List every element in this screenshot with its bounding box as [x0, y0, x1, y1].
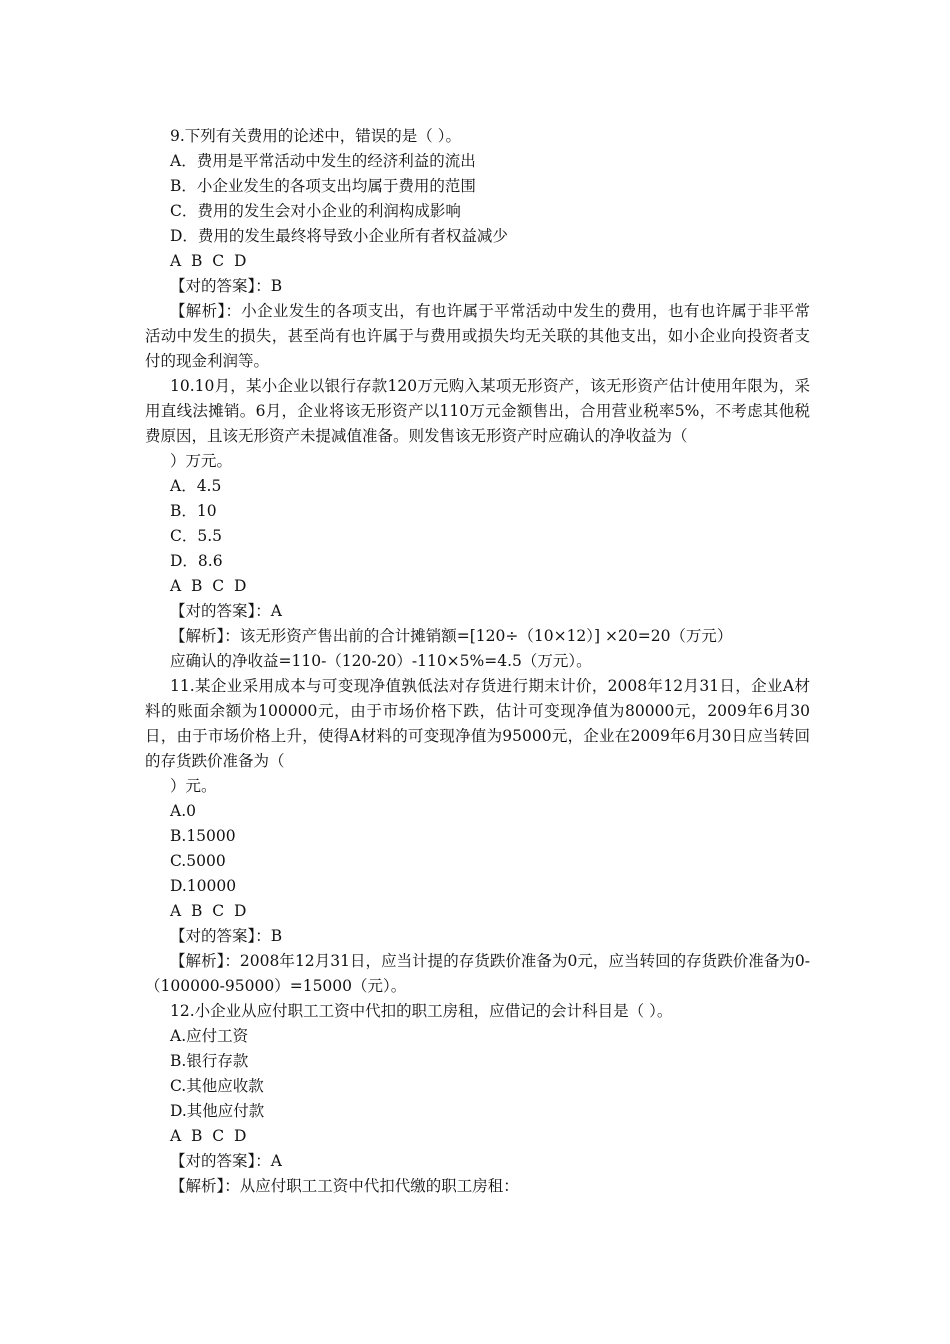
q11-stem: 11.某企业采用成本与可变现净值孰低法对存货进行期末计价，2008年12月31日，企业A材料的账面余额为100000元，由于市场价格下跌，估计可变现净值为80000元，2009年6月30日，由于市场价格上升，使得A材料的可变现净值为95000元，企业在2009年6月30日应当转回的存货跌价准备为（ — [145, 677, 810, 770]
q11-choices: A B C D — [170, 902, 247, 920]
q12-stem: 12.小企业从应付职工工资中代扣的职工房租，应借记的会计科目是（ ）。 — [170, 1002, 673, 1020]
q12-option-d: D.其他应付款 — [170, 1102, 265, 1120]
document-content — [145, 124, 810, 1199]
q9-answer: 【对的答案】：B — [170, 277, 283, 295]
q11-option-d: D.10000 — [170, 877, 237, 895]
q11-stem-end: ）元。 — [170, 777, 217, 795]
q11-analysis: 【解析】：2008年12月31日，应当计提的存货跌价准备为0元，应当转回的存货跌价准备为0-（100000-95000）=15000（元）。 — [145, 952, 810, 995]
q10-answer: 【对的答案】：A — [170, 602, 282, 620]
q9-stem: 9.下列有关费用的论述中，错误的是（ ）。 — [170, 127, 461, 145]
q9-choices: A B C D — [170, 252, 247, 270]
q12-option-a: A.应付工资 — [170, 1027, 249, 1045]
q10-stem: 10.10月，某小企业以银行存款120万元购入某项无形资产，该无形资产估计使用年限为，采用直线法摊销。6月，企业将该无形资产以110万元金额售出，合用营业税率5%，不考虑其他税费原因，且该无形资产未提减值准备。则发售该无形资产时应确认的净收益为（ — [145, 377, 810, 445]
q10-option-d: D．8.6 — [170, 552, 223, 570]
q10-option-c: C．5.5 — [170, 527, 223, 545]
q12-option-b: B.银行存款 — [170, 1052, 249, 1070]
q10-analysis-line-1: 【解析】：该无形资产售出前的合计摊销额=[120÷（10×12）] ×20=20（万元） — [170, 627, 733, 645]
q12-option-c: C.其他应收款 — [170, 1077, 264, 1095]
q10-option-b: B．10 — [170, 502, 217, 520]
q9-option-b: B．小企业发生的各项支出均属于费用的范围 — [170, 177, 476, 195]
q12-analysis: 【解析】：从应付职工工资中代扣代缴的职工房租： — [170, 1177, 519, 1195]
q12-answer: 【对的答案】：A — [170, 1152, 282, 1170]
q11-option-c: C.5000 — [170, 852, 226, 870]
q11-option-a: A.0 — [170, 802, 196, 820]
q9-analysis: 【解析】：小企业发生的各项支出，有也许属于平常活动中发生的费用，也有也许属于非平常活动中发生的损失，甚至尚有也许属于与费用或损失均无关联的其他支出，如小企业向投资者支付的现金利润等。 — [145, 302, 810, 370]
q11-answer: 【对的答案】：B — [170, 927, 283, 945]
q9-option-c: C．费用的发生会对小企业的利润构成影响 — [170, 202, 461, 220]
q11-option-b: B.15000 — [170, 827, 236, 845]
q10-choices: A B C D — [170, 577, 247, 595]
q9-option-d: D．费用的发生最终将导致小企业所有者权益减少 — [170, 227, 508, 245]
q10-stem-end: ）万元。 — [170, 452, 233, 470]
q12-choices: A B C D — [170, 1127, 247, 1145]
q10-option-a: A．4.5 — [170, 477, 222, 495]
q9-option-a: A．费用是平常活动中发生的经济利益的流出 — [170, 152, 476, 170]
q10-analysis-line-2: 应确认的净收益=110-（120-20）-110×5%=4.5（万元）。 — [170, 652, 592, 670]
